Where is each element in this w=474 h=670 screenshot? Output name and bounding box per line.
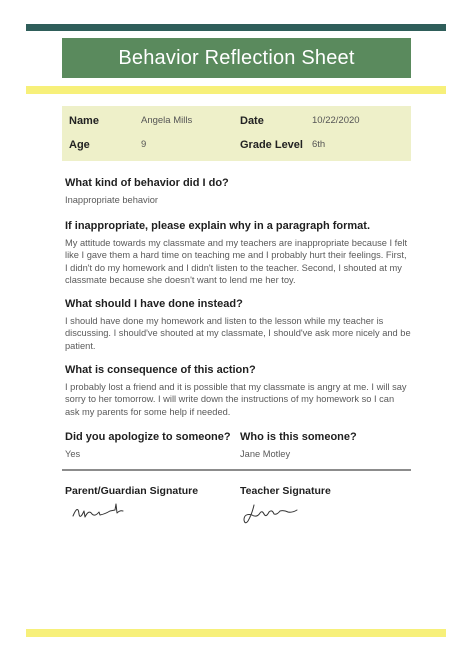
name-label: Name	[69, 115, 99, 127]
apology-section	[65, 431, 235, 460]
teacher-signature	[240, 500, 300, 528]
yellow-divider-bottom	[26, 629, 446, 637]
date-value: 10/22/2020	[312, 115, 360, 126]
apology-recipient-section	[240, 431, 411, 460]
name-value: Angela Mills	[141, 115, 193, 126]
yellow-divider-top	[26, 86, 446, 94]
teacher-signature-label: Teacher Signature	[240, 485, 331, 497]
parent-signature	[70, 500, 130, 524]
top-rule	[26, 24, 446, 31]
behavior-question: What kind of behavior did I do?	[65, 177, 229, 189]
grade-level-label: Grade Level	[240, 139, 303, 151]
apology-question: Did you apologize to someone?	[65, 431, 231, 443]
behavior-answer: Inappropriate behavior	[65, 195, 159, 205]
parent-signature-label: Parent/Guardian Signature	[65, 485, 199, 497]
consequence-question: What is consequence of this action?	[65, 364, 256, 376]
age-label: Age	[69, 139, 90, 151]
age-value: 9	[141, 139, 147, 150]
instead-question: What should I have done instead?	[65, 298, 243, 310]
explanation-answer: My attitude towards my classmate and my teachers are inappropriate because I felt like I gave them a hard time on teaching me and I probably hurt their feelings. First, I didn't do my homework and I didn't listen to the teacher. Second, I shouted at my classmate because she doesn't want to lend me her toy.	[65, 238, 408, 286]
instead-section	[65, 298, 411, 352]
apology-recipient-question: Who is this someone?	[240, 431, 357, 443]
behavior-section	[65, 177, 411, 206]
page-title: Behavior Reflection Sheet	[118, 46, 355, 69]
explanation-section	[65, 220, 411, 287]
explanation-question: If inappropriate, please explain why in a paragraph format.	[65, 220, 371, 232]
consequence-section	[65, 364, 411, 418]
apology-recipient-answer: Jane Motley	[240, 449, 291, 459]
instead-answer: I should have done my homework and listen to the lesson while my teacher is discussing. I should've shouted at my classmate, I should've ask more nicely and be patient.	[65, 316, 411, 351]
consequence-answer: I probably lost a friend and it is possible that my classmate is angry at me. I will say sorry to her tomorrow. I will write down the instructions of my homework so I can ask my parents for some help if needed.	[65, 382, 407, 417]
grade-level-value: 6th	[312, 139, 326, 150]
date-label: Date	[240, 115, 264, 127]
signature-divider	[62, 469, 411, 471]
student-info-box	[62, 106, 411, 161]
title-banner	[62, 38, 411, 78]
apology-answer: Yes	[65, 449, 81, 459]
